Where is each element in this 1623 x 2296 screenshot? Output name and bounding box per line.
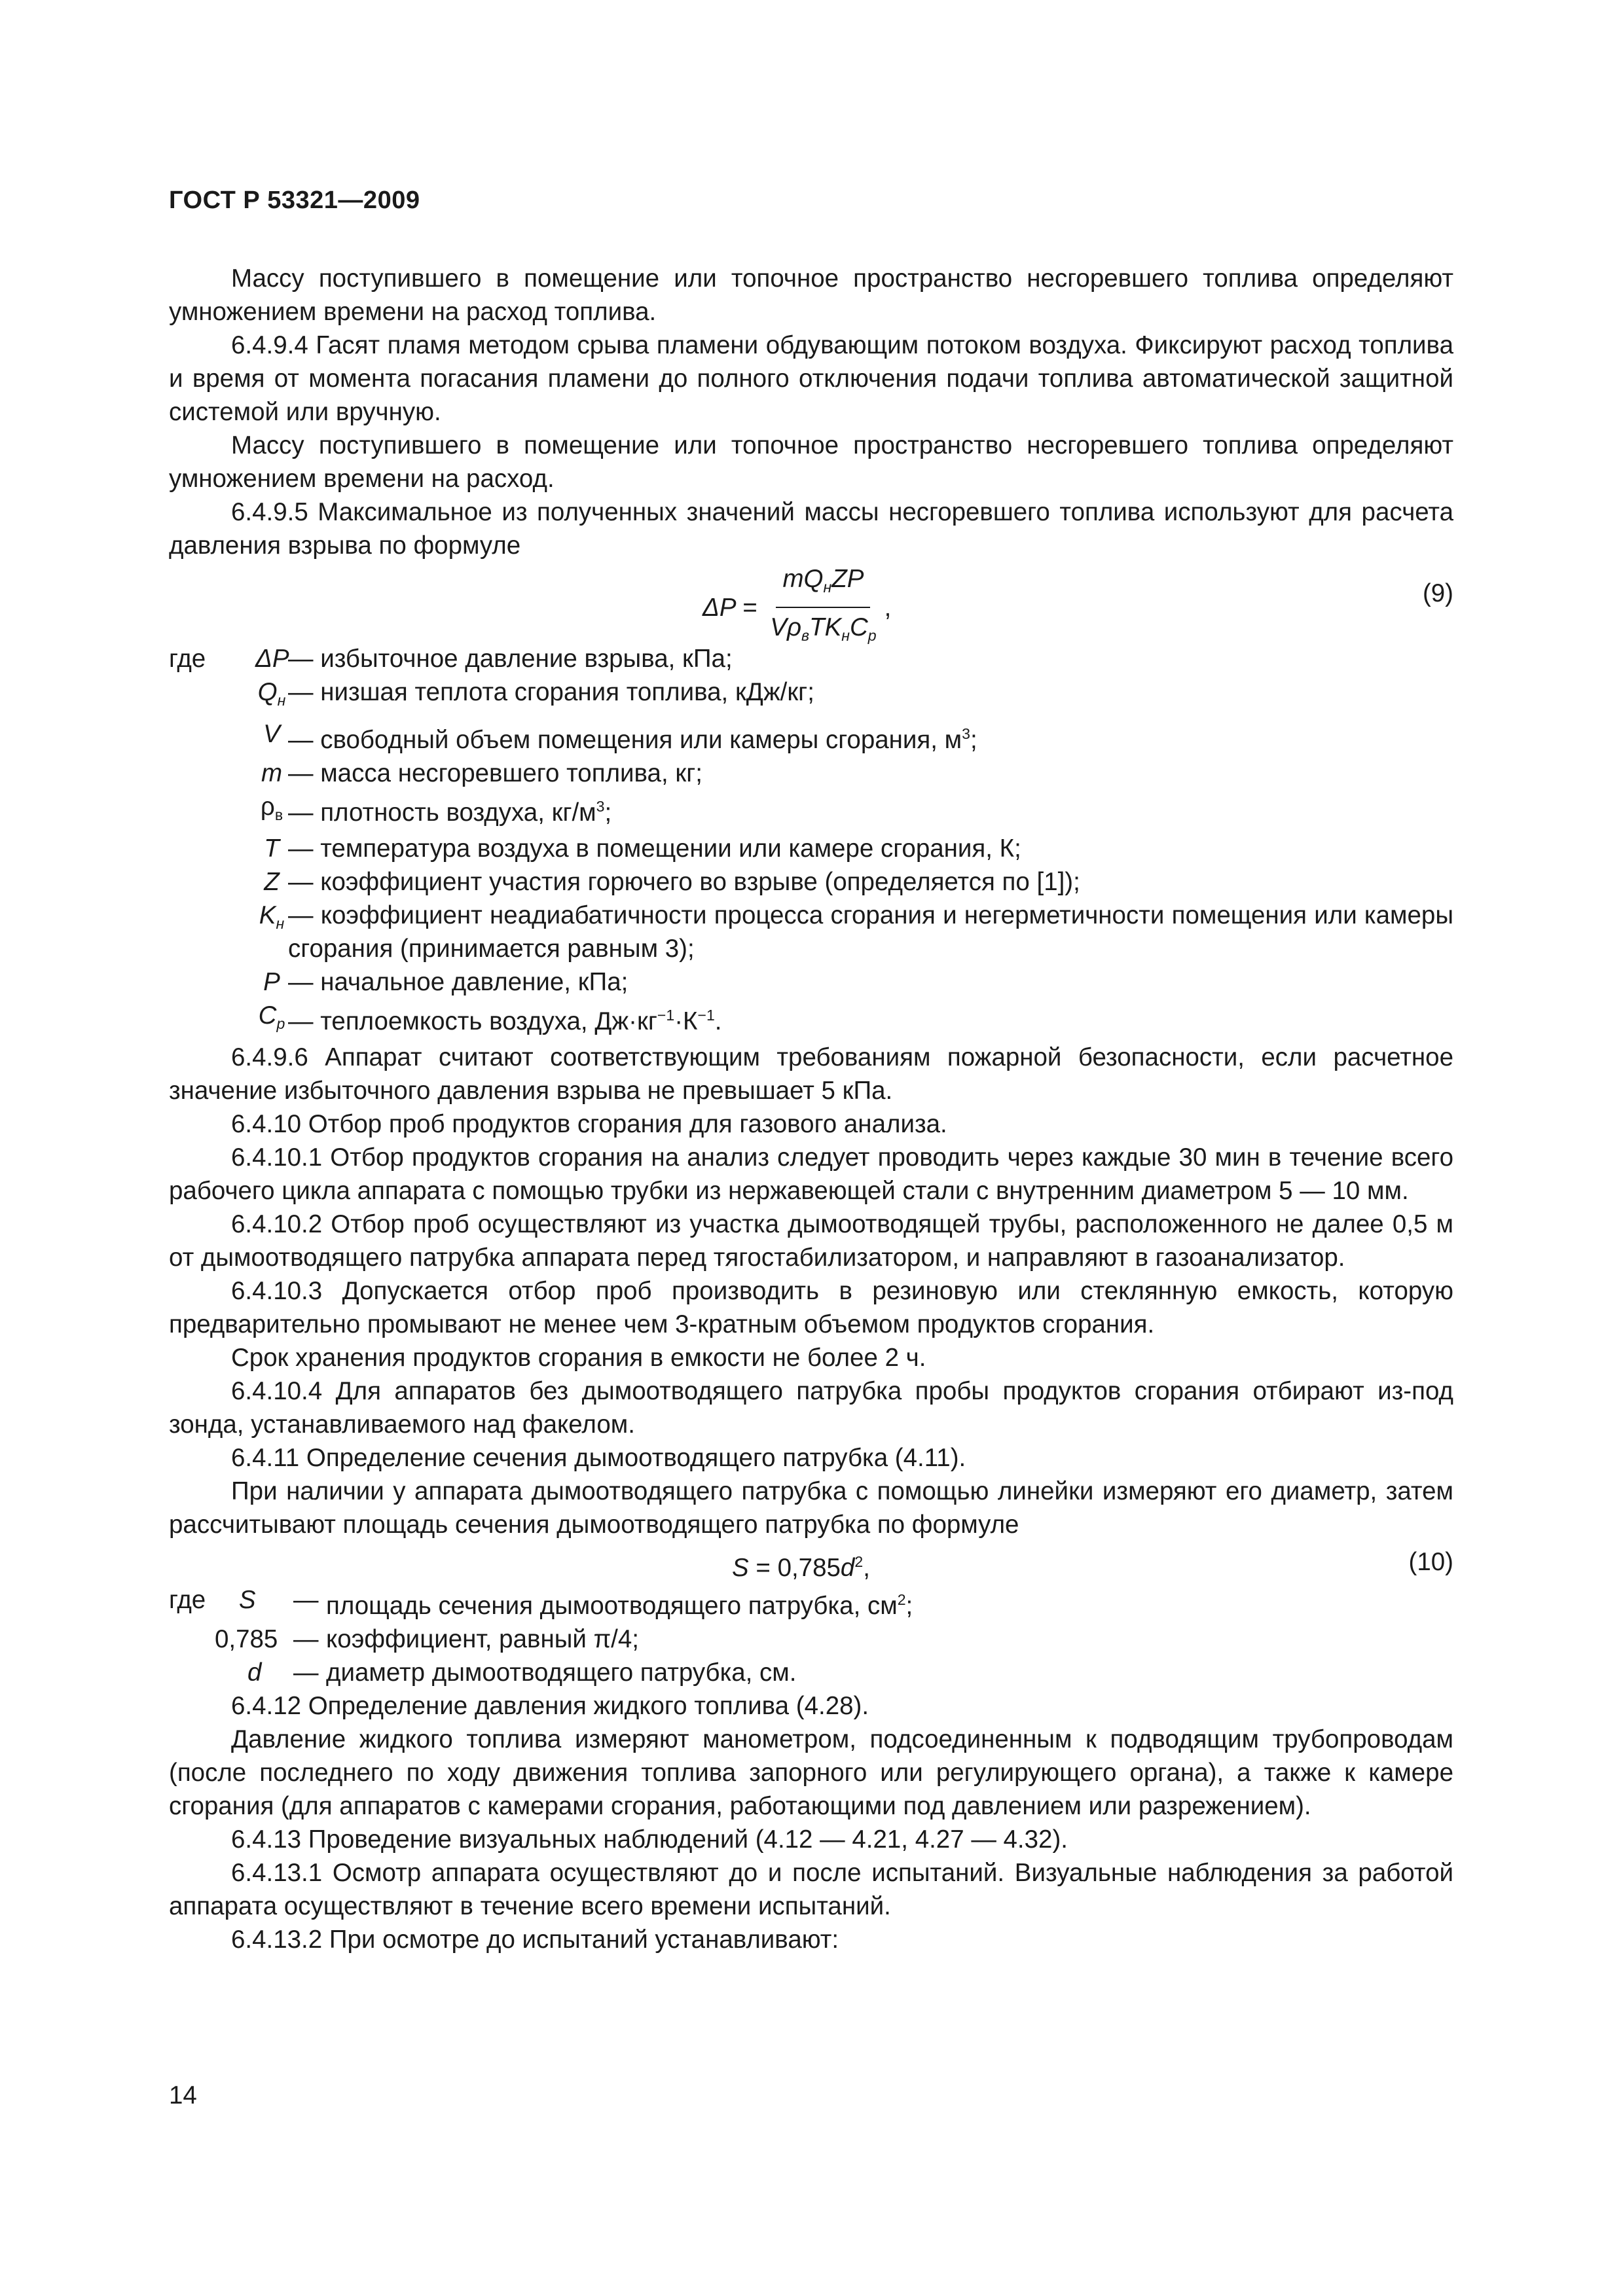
formula-9-lhs: ΔP =	[702, 593, 757, 622]
punctuation: ;	[604, 798, 612, 827]
legend-dash: —	[293, 1659, 319, 1687]
paragraph: Массу поступившего в помещение или топочное пространство несгоревшего топлива определяют умножением времени на расход.	[169, 431, 1453, 493]
legend-text: — масса несгоревшего топлива, кг;	[288, 759, 702, 787]
page-number: 14	[169, 2081, 197, 2109]
document-code-header: ГОСТ Р 53321—2009	[169, 187, 420, 214]
legend-description: теплоемкость воздуха, Дж·кг	[320, 1007, 657, 1035]
legend-symbol: 0,785	[215, 1625, 278, 1653]
symbol-text: C	[258, 1001, 277, 1030]
superscript: 2	[897, 1591, 906, 1608]
legend-symbol	[255, 965, 288, 999]
legend-text: — температура воздуха в помещении или камере сгорания, К;	[288, 834, 1021, 863]
legend-symbol	[255, 899, 288, 965]
symbol-text: V	[263, 720, 280, 748]
legend-description: плотность воздуха, кг/м	[320, 798, 596, 827]
formula-9-legend	[169, 642, 1453, 1041]
paragraph: Давление жидкого топлива измеряют манометром, подсоединенным к подводящим трубопроводам (после последнего по ходу движения топлива запорного или регулирующего органа), а также к камере сгорания (для аппаратов с камерами сгорания, работающими под давлением или разрежением).	[169, 1725, 1453, 1820]
formula-10-lhs: S	[732, 1554, 749, 1582]
legend-description: избыточное давление взрыва, кПа;	[320, 645, 733, 673]
paragraph: 6.4.13.2 При осмотре до испытаний устанавливают:	[231, 1926, 839, 1954]
legend-text: — свободный объем помещения или камеры сгорания, $м^3$;	[288, 725, 977, 754]
legend-description: низшая теплота сгорания топлива, кДж/кг;	[320, 678, 814, 706]
legend-text: коэффициент, равный π/4;	[326, 1625, 639, 1653]
paragraph: 6.4.10.1 Отбор продуктов сгорания на анализ следует проводить через каждые 30 мин в течение всего рабочего цикла аппарата с помощью трубки из нержавеющей стали с внутренним диаметром 5 — 10 мм.	[169, 1143, 1453, 1205]
superscript: −1	[697, 1007, 715, 1024]
legend-text: — коэффициент участия горючего во взрыве (определяется по [1]);	[288, 868, 1080, 896]
paragraph: 6.4.10.3 Допускается отбор проб производить в резиновую или стеклянную емкость, которую предварительно промывают не менее чем 3-кратным объемом продуктов сгорания.	[169, 1277, 1453, 1338]
legend-dash: —	[293, 1586, 319, 1614]
paragraph: Массу поступившего в помещение или топочное пространство несгоревшего топлива определяют умножением времени на расход топлива.	[169, 264, 1453, 326]
legend-symbol	[255, 717, 288, 757]
legend-symbol: S	[238, 1586, 256, 1614]
formula-10-legend	[169, 1583, 1453, 1689]
superscript: −1	[657, 1007, 675, 1024]
paragraph: 6.4.11 Определение сечения дымоотводящего патрубка (4.11).	[231, 1444, 966, 1472]
formula-9-number: (9)	[1422, 579, 1453, 607]
legend-description: начальное давление, кПа;	[320, 968, 629, 996]
formula-10-comma: ,	[863, 1554, 870, 1582]
symbol-subscript: p	[276, 1015, 285, 1032]
symbol-text: m	[261, 759, 283, 787]
paragraph: Срок хранения продуктов сгорания в емкости не более 2 ч.	[231, 1344, 926, 1372]
legend-text	[326, 1583, 1453, 1623]
symbol-subscript: н	[276, 915, 285, 932]
punctuation: .	[714, 1007, 722, 1035]
numerator-subscript: н	[823, 579, 832, 596]
symbol-subscript: н	[277, 692, 286, 709]
legend-text: диаметр дымоотводящего патрубка, см.	[326, 1659, 797, 1687]
legend-text: — начальное давление, кПа;	[288, 968, 629, 996]
legend-symbol	[255, 999, 288, 1041]
legend-intro: где	[169, 1586, 206, 1614]
page-body	[169, 262, 1453, 1956]
paragraph: 6.4.12 Определение давления жидкого топлива (4.28).	[231, 1692, 869, 1720]
formula-9-numerator	[776, 562, 870, 608]
formula-9-denominator	[763, 608, 883, 653]
legend-description: коэффициент участия горючего во взрыве (определяется по [1]);	[320, 868, 1080, 896]
symbol-subscript: в	[274, 806, 283, 823]
punctuation: ;	[905, 1592, 913, 1620]
superscript: 3	[596, 798, 605, 815]
paragraph: 6.4.9.5 Максимальное из полученных значений массы несгоревшего топлива используют для расчета давления взрыва по формуле	[169, 498, 1453, 560]
paragraph: 6.4.10 Отбор проб продуктов сгорания для газового анализа.	[231, 1110, 947, 1138]
formula-10	[169, 1541, 1453, 1583]
legend-symbol	[255, 790, 288, 832]
punctuation: ;	[970, 726, 977, 754]
paragraph: 6.4.9.4 Гасят пламя методом срыва пламени обдувающим потоком воздуха. Фиксируют расход топлива и время от момента погасания пламени до полного отключения подачи топлива автоматической защитной системой или вручную.	[169, 331, 1453, 426]
paragraph: 6.4.10.4 Для аппаратов без дымоотводящего патрубка пробы продуктов сгорания отбирают из-под зонда, устанавливаемого над факелом.	[169, 1377, 1453, 1439]
symbol-text: ρ	[260, 793, 275, 821]
legend-symbol	[255, 675, 288, 717]
legend-description: свободный объем помещения или камеры сгорания, м	[320, 726, 962, 754]
legend-dash: —	[293, 1625, 319, 1653]
formula-9	[169, 562, 1453, 642]
legend-symbol	[255, 832, 288, 865]
formula-9-expression	[702, 562, 891, 653]
legend-symbol	[255, 757, 288, 790]
legend-intro: где	[169, 645, 206, 673]
numerator-rest: ZP	[831, 565, 864, 593]
symbol-text: P	[263, 968, 280, 996]
formula-10-exponent: 2	[854, 1553, 864, 1570]
legend-description: температура воздуха в помещении или камере сгорания, К;	[320, 834, 1021, 863]
paragraph: 6.4.13.1 Осмотр аппарата осуществляют до и после испытаний. Визуальные наблюдения за работой аппарата осуществляют в течение всего времени испытаний.	[169, 1859, 1453, 1920]
legend-description-cont: ·К	[674, 1007, 698, 1035]
legend-symbol	[255, 642, 288, 675]
formula-10-number: (10)	[1408, 1548, 1453, 1576]
paragraph: 6.4.13 Проведение визуальных наблюдений (4.12 — 4.21, 4.27 — 4.32).	[231, 1825, 1068, 1854]
symbol-text: K	[259, 901, 276, 929]
formula-10-equals: = 0,785	[748, 1554, 841, 1582]
symbol-text: Z	[264, 868, 280, 896]
superscript: 3	[962, 725, 970, 742]
paragraph: 6.4.10.2 Отбор проб осуществляют из участка дымоотводящей трубы, расположенного не далее 0,5 м от дымоотводящего патрубка аппарата перед тягостабилизатором, и направляют в газоанализатор.	[169, 1210, 1453, 1272]
legend-description: масса несгоревшего топлива, кг;	[320, 759, 702, 787]
legend-text: — теплоемкость воздуха, $Дж\cdot кг^{-1}\cdot К^{-1}$.	[288, 1007, 722, 1035]
formula-10-variable: d	[840, 1554, 855, 1582]
denominator-part: C	[849, 613, 868, 641]
symbol-text: Q	[257, 678, 278, 706]
symbol-text: T	[264, 834, 280, 863]
denominator-subscript: н	[841, 627, 850, 644]
legend-symbol	[255, 865, 288, 899]
paragraph: 6.4.9.6 Аппарат считают соответствующим требованиям пожарной безопасности, если расчетное значение избыточного давления взрыва не превышает 5 кПа.	[169, 1043, 1453, 1105]
legend-description: коэффициент неадиабатичности процесса сгорания и негерметичности помещения или камеры сгорания (принимается равным 3);	[288, 901, 1453, 963]
symbol-text: ΔP	[255, 645, 289, 673]
denominator-part: Vρ	[770, 613, 801, 641]
legend-symbol: d	[247, 1659, 262, 1687]
legend-text: — коэффициент неадиабатичности процесса сгорания и негерметичности помещения или камеры сгорания (принимается равным 3);	[288, 901, 1453, 963]
legend-text: — плотность воздуха, $кг/м^3$;	[288, 798, 612, 827]
denominator-part: TK	[809, 613, 842, 641]
formula-9-fraction	[763, 562, 883, 653]
legend-text: — низшая теплота сгорания топлива, кДж/кг;	[288, 678, 814, 706]
formula-9-comma: ,	[884, 593, 892, 622]
legend-intro-row	[169, 1583, 293, 1623]
legend-description: площадь сечения дымоотводящего патрубка, см	[326, 1592, 898, 1620]
paragraph: При наличии у аппарата дымоотводящего патрубка с помощью линейки измеряют его диаметр, затем рассчитывают площадь сечения дымоотводящего патрубка по формуле	[169, 1477, 1453, 1539]
denominator-subscript: в	[801, 627, 810, 644]
formula-10-expression	[732, 1545, 870, 1585]
numerator-part: mQ	[782, 565, 824, 593]
legend-text: — избыточное давление взрыва, кПа;	[288, 645, 733, 673]
denominator-subscript: p	[867, 627, 877, 644]
